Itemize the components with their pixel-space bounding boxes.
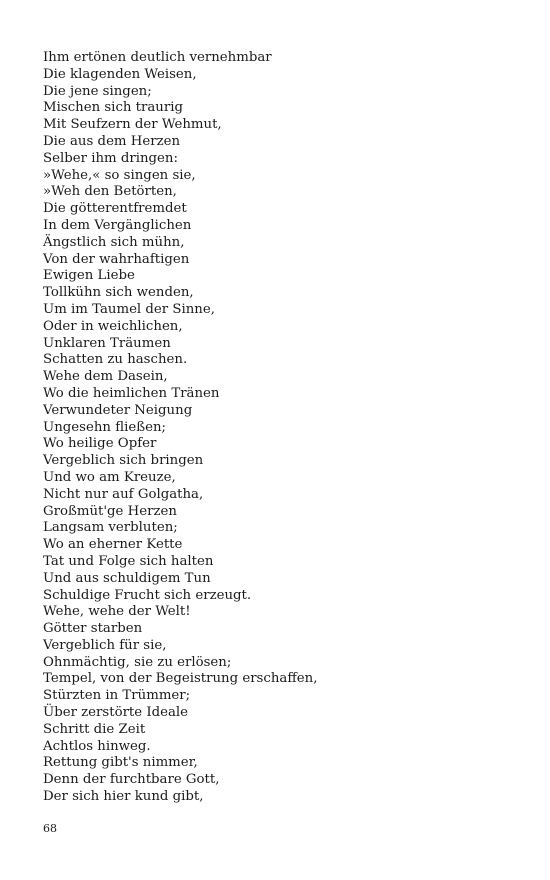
poem-line: »Wehe,« so singen sie,	[43, 167, 196, 183]
poem-line: Götter starben	[43, 621, 143, 637]
poem-line: Von der wahrhaftigen	[43, 251, 190, 267]
poem-line: Die klagenden Weisen,	[43, 66, 197, 82]
poem-line: Stürzten in Trümmer;	[43, 688, 191, 704]
poem-line: Tempel, von der Begeistrung erschaffen,	[43, 671, 318, 687]
poem-line: Schritt die Zeit	[43, 721, 146, 737]
poem-line: Nicht nur auf Golgatha,	[43, 486, 204, 502]
poem-line: Über zerstörte Ideale	[43, 705, 189, 721]
poem-text	[43, 50, 317, 806]
poem-line: Tat und Folge sich halten	[43, 553, 214, 569]
poem-line: Und aus schuldigem Tun	[43, 570, 211, 586]
poem-line: Großmüt'ge Herzen	[43, 503, 177, 519]
poem-line: Schatten zu haschen.	[43, 352, 188, 368]
poem-line: Die götterentfremdet	[43, 201, 187, 217]
poem-line: Die jene singen;	[43, 83, 152, 99]
poem-line: Oder in weichlichen,	[43, 318, 183, 334]
poem-line: Verwundeter Neigung	[43, 402, 193, 418]
poem-line: Die aus dem Herzen	[43, 133, 181, 149]
poem-line: Und wo am Kreuze,	[43, 469, 176, 485]
poem-line: Schuldige Frucht sich erzeugt.	[43, 587, 252, 603]
poem-line: Ohnmächtig, sie zu erlösen;	[43, 654, 232, 670]
poem-line: In dem Vergänglichen	[43, 217, 192, 233]
poem-line: Ungesehn fließen;	[43, 419, 166, 435]
poem-line: Wehe, wehe der Welt!	[43, 604, 191, 620]
poem-line: Wo die heimlichen Tränen	[43, 385, 220, 401]
poem-line: Rettung gibt's nimmer,	[43, 755, 198, 771]
poem-line: Vergeblich für sie,	[43, 637, 167, 653]
poem-line: Mischen sich traurig	[43, 100, 183, 116]
poem-line: Wehe dem Dasein,	[43, 369, 168, 385]
poem-line: Ängstlich sich mühn,	[43, 234, 185, 250]
poem-line: Denn der furchtbare Gott,	[43, 772, 220, 788]
poem-line: Selber ihm dringen:	[43, 150, 178, 166]
poem-line: Tollkühn sich wenden,	[43, 285, 194, 301]
poem-line: Ihm ertönen deutlich vernehmbar	[43, 50, 272, 65]
poem-line: Der sich hier kund gibt,	[43, 789, 204, 805]
poem-line: Vergeblich sich bringen	[43, 453, 204, 469]
poem-line: Ewigen Liebe	[43, 268, 135, 284]
poem-line: »Weh den Betörten,	[43, 184, 177, 200]
poem-line: Wo heilige Opfer	[43, 436, 157, 452]
poem-line: Mit Seufzern der Wehmut,	[43, 117, 222, 133]
poem-line: Wo an eherner Kette	[43, 537, 183, 553]
poem-line: Langsam verbluten;	[43, 520, 178, 536]
poem-line: Unklaren Träumen	[43, 335, 171, 351]
poem-line: Achtlos hinweg.	[43, 738, 151, 754]
page-number: 68	[43, 822, 57, 835]
poem-line: Um im Taumel der Sinne,	[43, 301, 215, 317]
